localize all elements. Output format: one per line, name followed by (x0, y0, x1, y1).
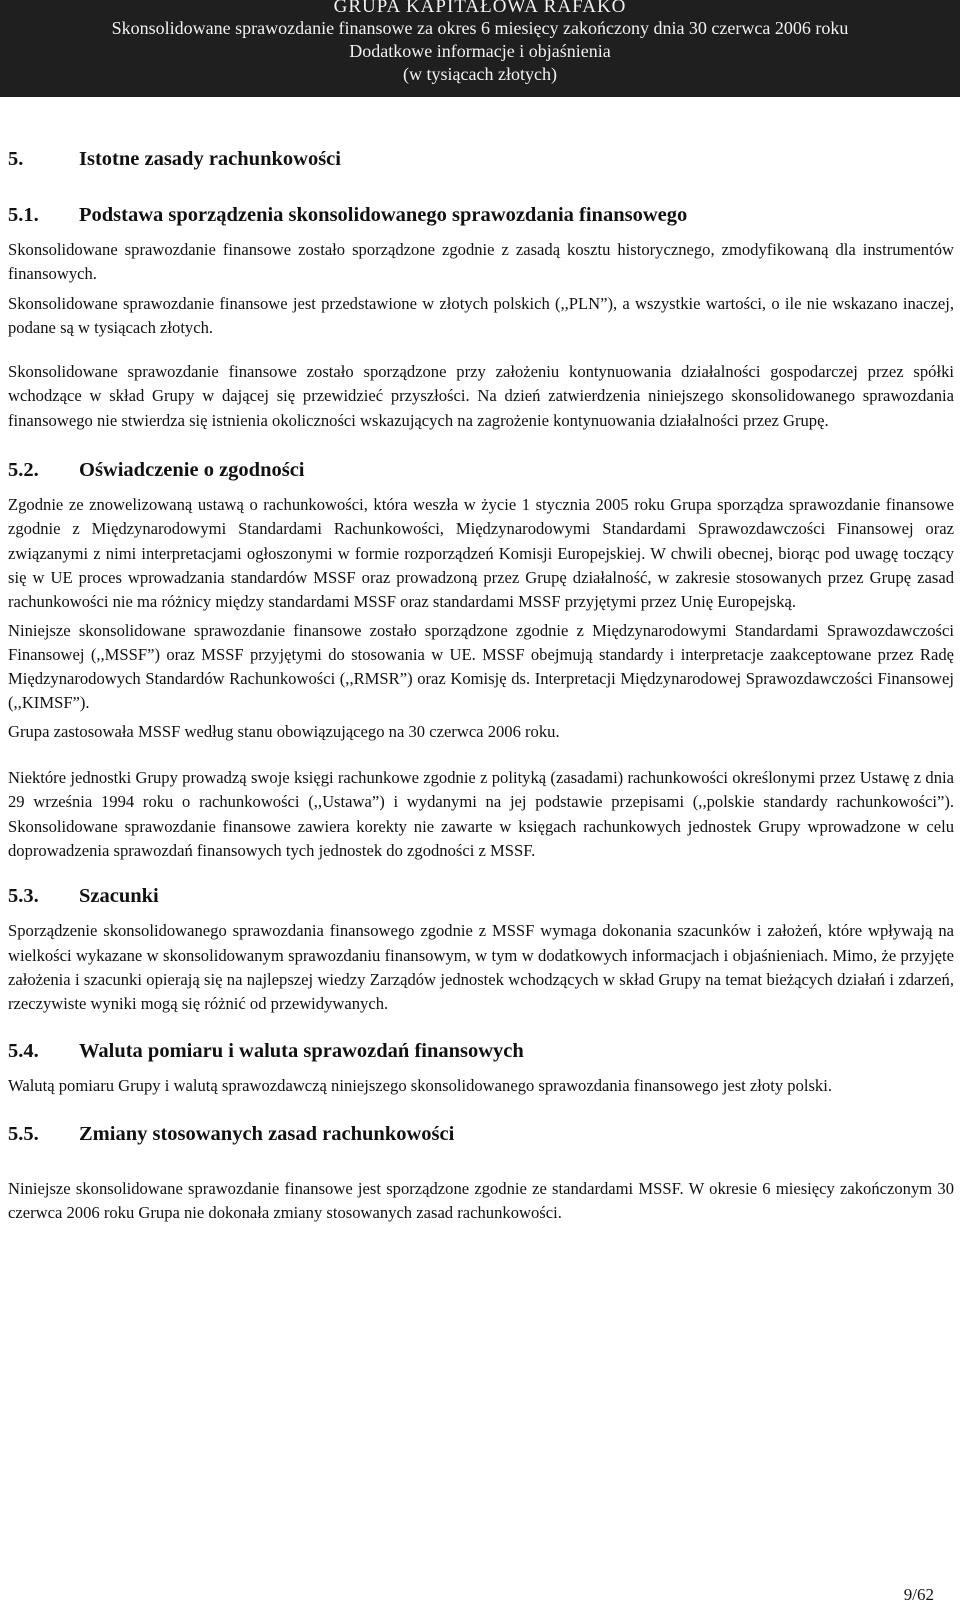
section-5-3-heading (8, 883, 954, 909)
section-number: 5.4. (8, 1040, 39, 1063)
report-section: Dodatkowe informacje i objaśnienia (349, 41, 611, 61)
paragraph: Niniejsze skonsolidowane sprawozdanie finansowe jest sporządzone zgodnie ze standardami MSSF. W okresie 6 miesięcy zakończonym 30 czerwca 2006 roku Grupa nie dokonała zmiany stosowanych zasad rachunkowości. (8, 1178, 954, 1223)
section-title: Zmiany stosowanych zasad rachunkowości (79, 1122, 455, 1145)
paragraph: Sporządzenie skonsolidowanego sprawozdania finansowego zgodnie z MSSF wymaga dokonania szacunków i założeń, które wpływają na wielkości wykazane w skonsolidowanym sprawozdaniu finansowym, w tym w dodatkowych informacjach i objaśnieniach. Mimo, że przyjęte założenia i szacunki opierają się na najlepszej wiedzy Zarządów jednostek wchodzących w skład Grupy na temat bieżących działań i zdarzeń, rzeczywiste wyniki mogą się różnić od przewidywanych. (8, 921, 954, 1014)
report-title: Skonsolidowane sprawozdanie finansowe za okres 6 miesięcy zakończony dnia 30 czerwca 2006 roku (111, 18, 849, 38)
company-name: GRUPA KAPITAŁOWA RAFAKO (333, 0, 627, 17)
section-5-heading (8, 146, 954, 172)
section-number: 5. (8, 148, 24, 170)
page-number: 9/62 (903, 1585, 934, 1604)
paragraph: Walutą pomiaru Grupy i walutą sprawozdawczą niniejszego skonsolidowanego sprawozdania finansowego jest złoty polski. (8, 1076, 832, 1096)
section-title: Szacunki (79, 885, 159, 908)
paragraph: Zgodnie ze znowelizowaną ustawą o rachunkowości, która weszła w życie 1 stycznia 2005 roku Grupa sporządza sprawozdanie finansowe zgodnie z Międzynarodowymi Standardami Rachunkowości, Międzynarodowymi Standardami Sprawozdawczości Finansowej oraz związanymi z nimi interpretacjami ogłoszonymi w formie rozporządzeń Komisji Europejskiej. W chwili obecnej, biorąc pod uwagę toczący się w UE proces wprowadzania standardów MSSF oraz prowadzoną przez Grupę działalność, w zakresie stosowanych przez Grupę zasad rachunkowości nie ma różnicy między standardami MSSF oraz standardami MSSF przyjętymi przez Unię Europejską. (8, 495, 954, 612)
section-number: 5.5. (8, 1122, 39, 1145)
section-title: Podstawa sporządzenia skonsolidowanego sprawozdania finansowego (79, 204, 688, 226)
section-number: 5.2. (8, 459, 39, 482)
page-header (0, 0, 960, 97)
section-number: 5.3. (8, 885, 39, 908)
section-5-4-heading (8, 1038, 954, 1064)
section-title: Istotne zasady rachunkowości (79, 148, 341, 170)
paragraph: Niektóre jednostki Grupy prowadzą swoje księgi rachunkowe zgodnie z polityką (zasadami) rachunkowości określonymi przez Ustawę z dnia 29 września 1994 roku o rachunkowości (,,Ustawa”) i wydanymi na jej podstawie przepisami (,,polskie standardy rachunkowości”). Skonsolidowane sprawozdanie finansowe zawiera korekty nie zawarte w księgach rachunkowych jednostek Grupy wprowadzone w celu doprowadzenia sprawozdań finansowych tych jednostek do zgodności z MSSF. (8, 768, 954, 860)
report-units: (w tysiącach złotych) (403, 64, 557, 84)
section-5-5-heading (8, 1121, 954, 1147)
section-title: Oświadczenie o zgodności (79, 459, 305, 482)
section-5-1-heading (8, 202, 954, 228)
document-body (8, 140, 954, 1225)
paragraph: Grupa zastosowała MSSF według stanu obowiązującego na 30 czerwca 2006 roku. (8, 721, 560, 741)
section-number: 5.1. (8, 204, 39, 226)
paragraph: Niniejsze skonsolidowane sprawozdanie finansowe zostało sporządzone zgodnie z Międzynarodowymi Standardami Sprawozdawczości Finansowej (,,MSSF”) oraz MSSF przyjętymi do stosowania w UE. MSSF obejmują standardy i interpretacje zaakceptowane przez Radę Międzynarodowych Standardów Rachunkowości (,,RMSR”) oraz Komisję ds. Interpretacji Międzynarodowej Sprawozdawczości Finansowej (,,KIMSF”). (8, 620, 954, 713)
paragraph: Skonsolidowane sprawozdanie finansowe zostało sporządzone zgodnie z zasadą kosztu historycznego, zmodyfikowaną dla instrumentów finansowych. (8, 240, 954, 284)
section-title: Waluta pomiaru i waluta sprawozdań finansowych (79, 1040, 524, 1063)
paragraph: Skonsolidowane sprawozdanie finansowe jest przedstawione w złotych polskich (,,PLN”), a wszystkie wartości, o ile nie wskazano inaczej, podane są w tysiącach złotych. (8, 293, 954, 337)
section-5-2-heading (8, 457, 954, 483)
paragraph: Skonsolidowane sprawozdanie finansowe zostało sporządzone przy założeniu kontynuowania działalności gospodarczej przez spółki wchodzące w skład Grupy w dającej się przewidzieć przyszłości. Na dzień zatwierdzenia niniejszego skonsolidowanego sprawozdania finansowego nie stwierdza się istnienia okoliczności wskazujących na zagrożenie kontynuowania działalności przez Grupę. (8, 362, 954, 430)
